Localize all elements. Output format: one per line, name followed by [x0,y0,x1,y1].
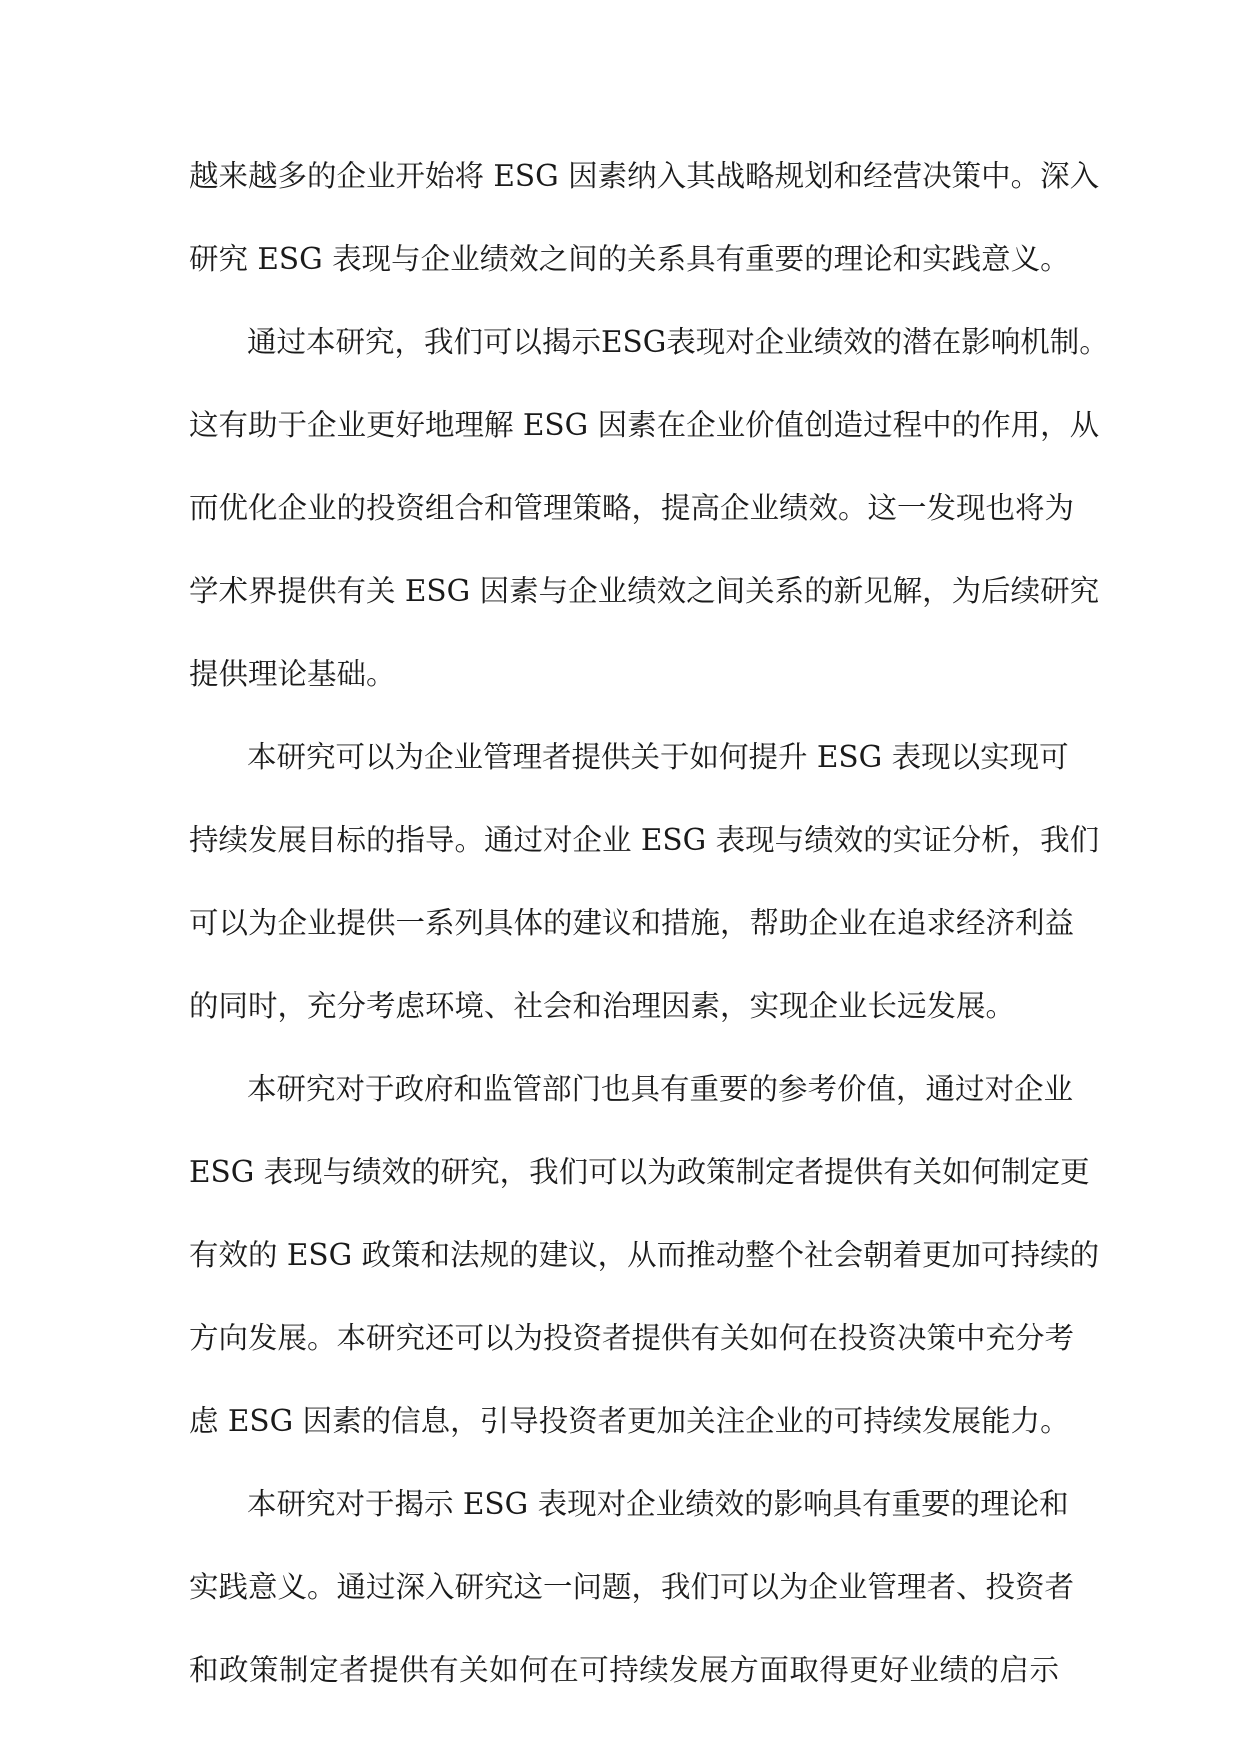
text-line: 学术界提供有关 ESG 因素与企业绩效之间关系的新见解，为后续研究 [189,574,1100,608]
text-line: 通过本研究，我们可以揭示ESG表现对企业绩效的潜在影响机制。 [247,325,1109,359]
text-line: 提供理论基础。 [189,657,396,691]
text-line: 实践意义。通过深入研究这一问题，我们可以为企业管理者、投资者 [189,1570,1075,1604]
text-line: 而优化企业的投资组合和管理策略，提高企业绩效。这一发现也将为 [189,491,1075,525]
text-line: 持续发展目标的指导。通过对企业 ESG 表现与绩效的实证分析，我们 [189,823,1100,857]
text-line: 研究 ESG 表现与企业绩效之间的关系具有重要的理论和实践意义。 [189,242,1070,276]
text-line: 和政策制定者提供有关如何在可持续发展方面取得更好业绩的启示 [189,1653,1059,1687]
text-line: 可以为企业提供一系列具体的建议和措施，帮助企业在追求经济利益 [189,906,1075,940]
text-line: 的同时，充分考虑环境、社会和治理因素，实现企业长远发展。 [189,989,1016,1023]
text-line: 方向发展。本研究还可以为投资者提供有关如何在投资决策中充分考 [189,1321,1075,1355]
text-line: 这有助于企业更好地理解 ESG 因素在企业价值创造过程中的作用，从 [189,408,1100,442]
text-line: 本研究对于揭示 ESG 表现对企业绩效的影响具有重要的理论和 [247,1487,1069,1521]
text-line: 虑 ESG 因素的信息，引导投资者更加关注企业的可持续发展能力。 [189,1404,1070,1438]
text-line: 越来越多的企业开始将 ESG 因素纳入其战略规划和经营决策中。深入 [189,159,1100,193]
text-line: ESG 表现与绩效的研究，我们可以为政策制定者提供有关如何制定更 [189,1155,1090,1189]
body-text [189,146,1109,1723]
text-line: 有效的 ESG 政策和法规的建议，从而推动整个社会朝着更加可持续的 [189,1238,1100,1272]
text-line: 本研究可以为企业管理者提供关于如何提升 ESG 表现以实现可 [247,740,1069,774]
text-line: 本研究对于政府和监管部门也具有重要的参考价值，通过对企业 [247,1072,1074,1106]
